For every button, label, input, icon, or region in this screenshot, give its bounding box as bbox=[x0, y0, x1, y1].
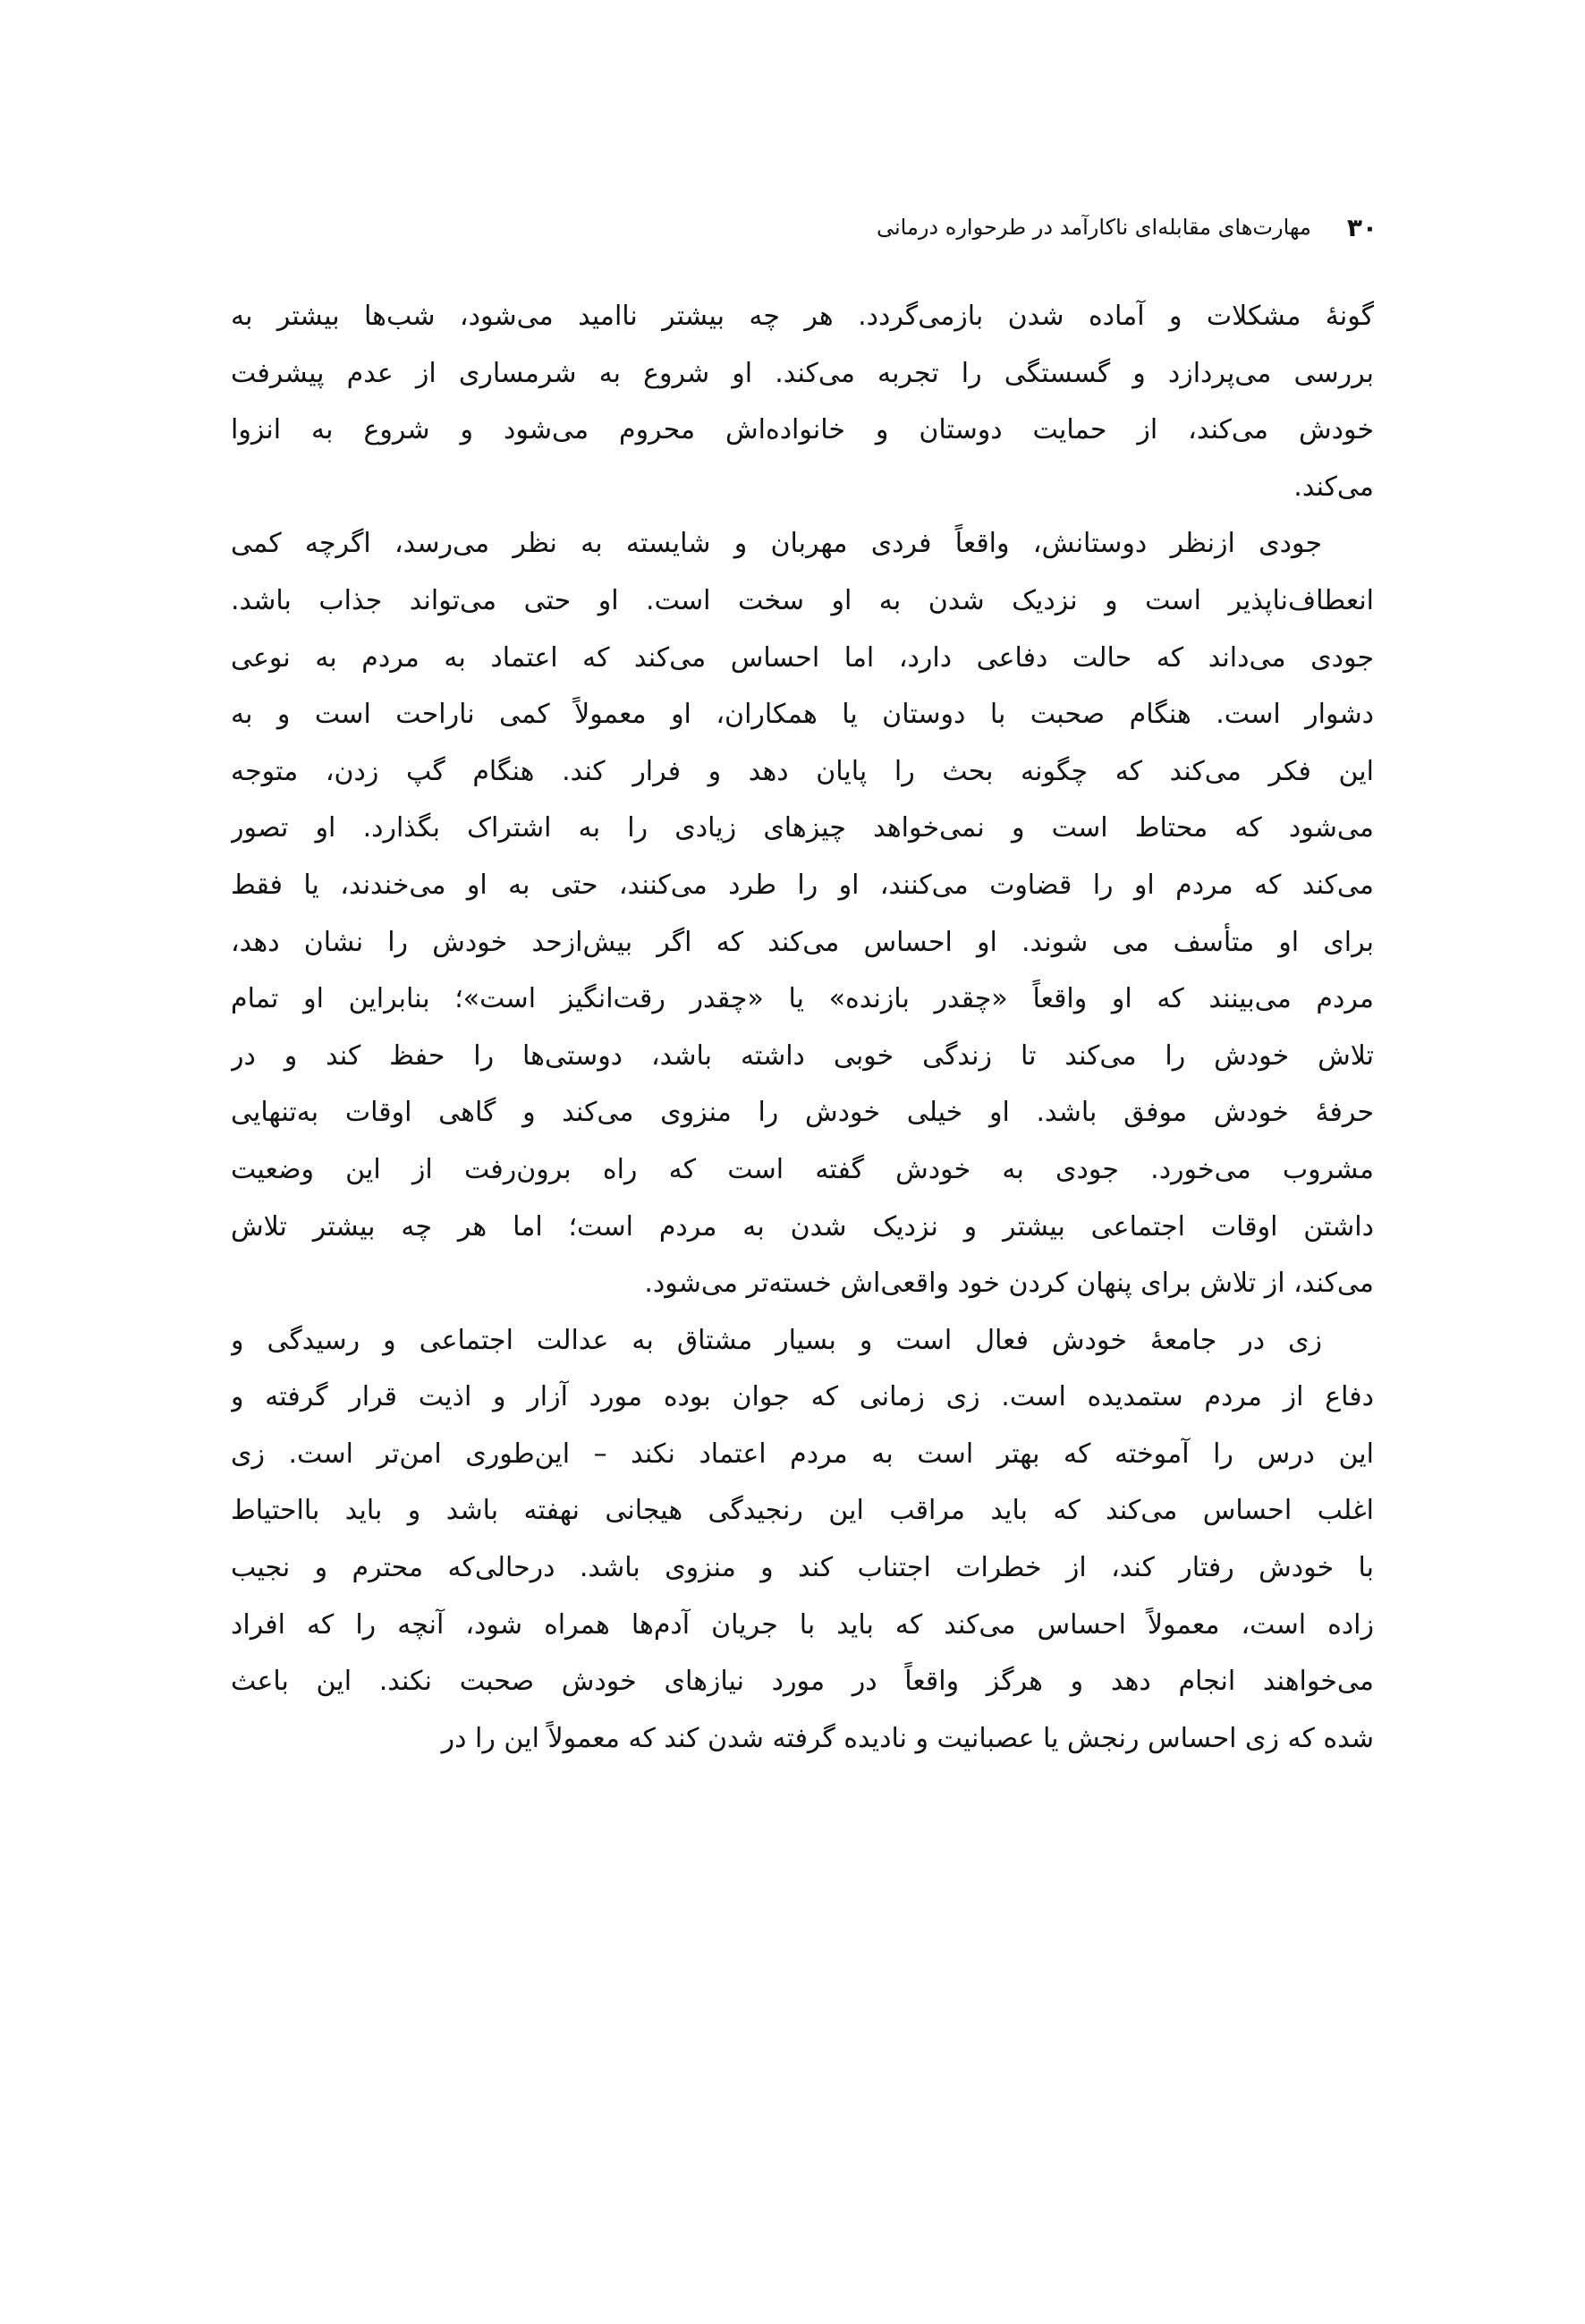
running-title: مهارت‌های مقابله‌ای ناکارآمد در طرحواره درمانی bbox=[876, 215, 1311, 240]
text-line: انعطاف‌ناپذیر است و نزدیک شدن به او سخت است. او حتی می‌تواند جذاب باشد. bbox=[231, 584, 1374, 616]
text-line: زاده است، معمولاً احساس می‌کند که باید با جریان آدم‌ها همراه شود، آنچه را که افراد bbox=[231, 1608, 1374, 1641]
text-line: خودش می‌کند، از حمایت دوستان و خانواده‌اش محروم می‌شود و شروع به انزوا bbox=[231, 414, 1374, 446]
text-line: می‌خواهند انجام دهد و هرگز واقعاً در مورد نیازهای خودش صحبت نکند. این باعث bbox=[231, 1666, 1374, 1698]
text-line: برای او متأسف می شوند. او احساس می‌کند که اگر بیش‌ازحد خودش را نشان دهد، bbox=[231, 926, 1374, 958]
text-line: می‌کند، از تلاش برای پنهان کردن خود واقعی‌اش خسته‌تر می‌شود. bbox=[644, 1268, 1374, 1300]
text-line: مشروب می‌خورد. جودی به خودش گفته است که راه برون‌رفت از این وضعیت bbox=[231, 1153, 1374, 1185]
text-line: جودی می‌داند که حالت دفاعی دارد، اما احساس می‌کند که اعتماد به مردم به نوعی bbox=[231, 641, 1374, 674]
text-line: بررسی می‌پردازد و گسستگی را تجربه می‌کند. او شروع به شرمساری از عدم پیشرفت bbox=[231, 357, 1374, 389]
text-line: دشوار است. هنگام صحبت با دوستان یا همکاران، او معمولاً کمی ناراحت است و به bbox=[231, 699, 1374, 731]
running-header bbox=[841, 208, 1377, 247]
body-text bbox=[231, 288, 1374, 1767]
page-number: ۳۰ bbox=[1346, 212, 1377, 242]
text-line: با خودش رفتار کند، از خطرات اجتناب کند و منزوی باشد. درحالی‌که محترم و نجیب bbox=[231, 1552, 1374, 1584]
paragraph bbox=[231, 515, 1374, 1311]
text-line: زی در جامعهٔ خودش فعال است و بسیار مشتاق به عدالت اجتماعی و رسیدگی و bbox=[231, 1324, 1322, 1356]
text-line: داشتن اوقات اجتماعی بیشتر و نزدیک شدن به مردم است؛ اما هر چه بیشتر تلاش bbox=[231, 1210, 1374, 1243]
text-line: جودی ازنظر دوستانش، واقعاً فردی مهربان و شایسته به نظر می‌رسد، اگرچه کمی bbox=[231, 528, 1322, 560]
paragraph bbox=[231, 1312, 1374, 1768]
text-line: اغلب احساس می‌کند که باید مراقب این رنجیدگی هیجانی نهفته باشد و باید بااحتیاط bbox=[231, 1495, 1374, 1527]
text-line: این فکر می‌کند که چگونه بحث را پایان دهد و فرار کند. هنگام گپ زدن، متوجه bbox=[231, 755, 1374, 787]
text-line: این درس را آموخته که بهتر است به مردم اعتماد نکند – این‌طوری امن‌تر است. زی bbox=[231, 1438, 1374, 1470]
text-line: مردم می‌بینند که او واقعاً «چقدر بازنده» یا «چقدر رقت‌انگیز است»؛ بنابراین او تمام bbox=[231, 983, 1374, 1015]
text-line: می‌کند که مردم او را قضاوت می‌کنند، او را طرد می‌کنند، حتی به او می‌خندند، یا فقط bbox=[231, 869, 1374, 901]
text-line: شده که زی احساس رنجش یا عصبانیت و نادیده گرفته شدن کند که معمولاً این را در bbox=[441, 1722, 1374, 1754]
text-line: تلاش خودش را می‌کند تا زندگی خوبی داشته باشد، دوستی‌ها را حفظ کند و در bbox=[231, 1039, 1374, 1072]
text-line: می‌شود که محتاط است و نمی‌خواهد چیزهای زیادی را به اشتراک بگذارد. او تصور bbox=[231, 812, 1374, 844]
text-line: دفاع از مردم ستمدیده است. زی زمانی که جوان بوده مورد آزار و اذیت قرار گرفته و bbox=[231, 1381, 1374, 1413]
text-line: حرفهٔ خودش موفق باشد. او خیلی خودش را منزوی می‌کند و گاهی اوقات به‌تنهایی bbox=[231, 1097, 1374, 1129]
paragraph bbox=[231, 288, 1374, 515]
text-line: می‌کند. bbox=[1293, 471, 1374, 503]
text-line: گونهٔ مشکلات و آماده شدن بازمی‌گردد. هر چه بیشتر ناامید می‌شود، شب‌ها بیشتر به bbox=[231, 301, 1374, 332]
